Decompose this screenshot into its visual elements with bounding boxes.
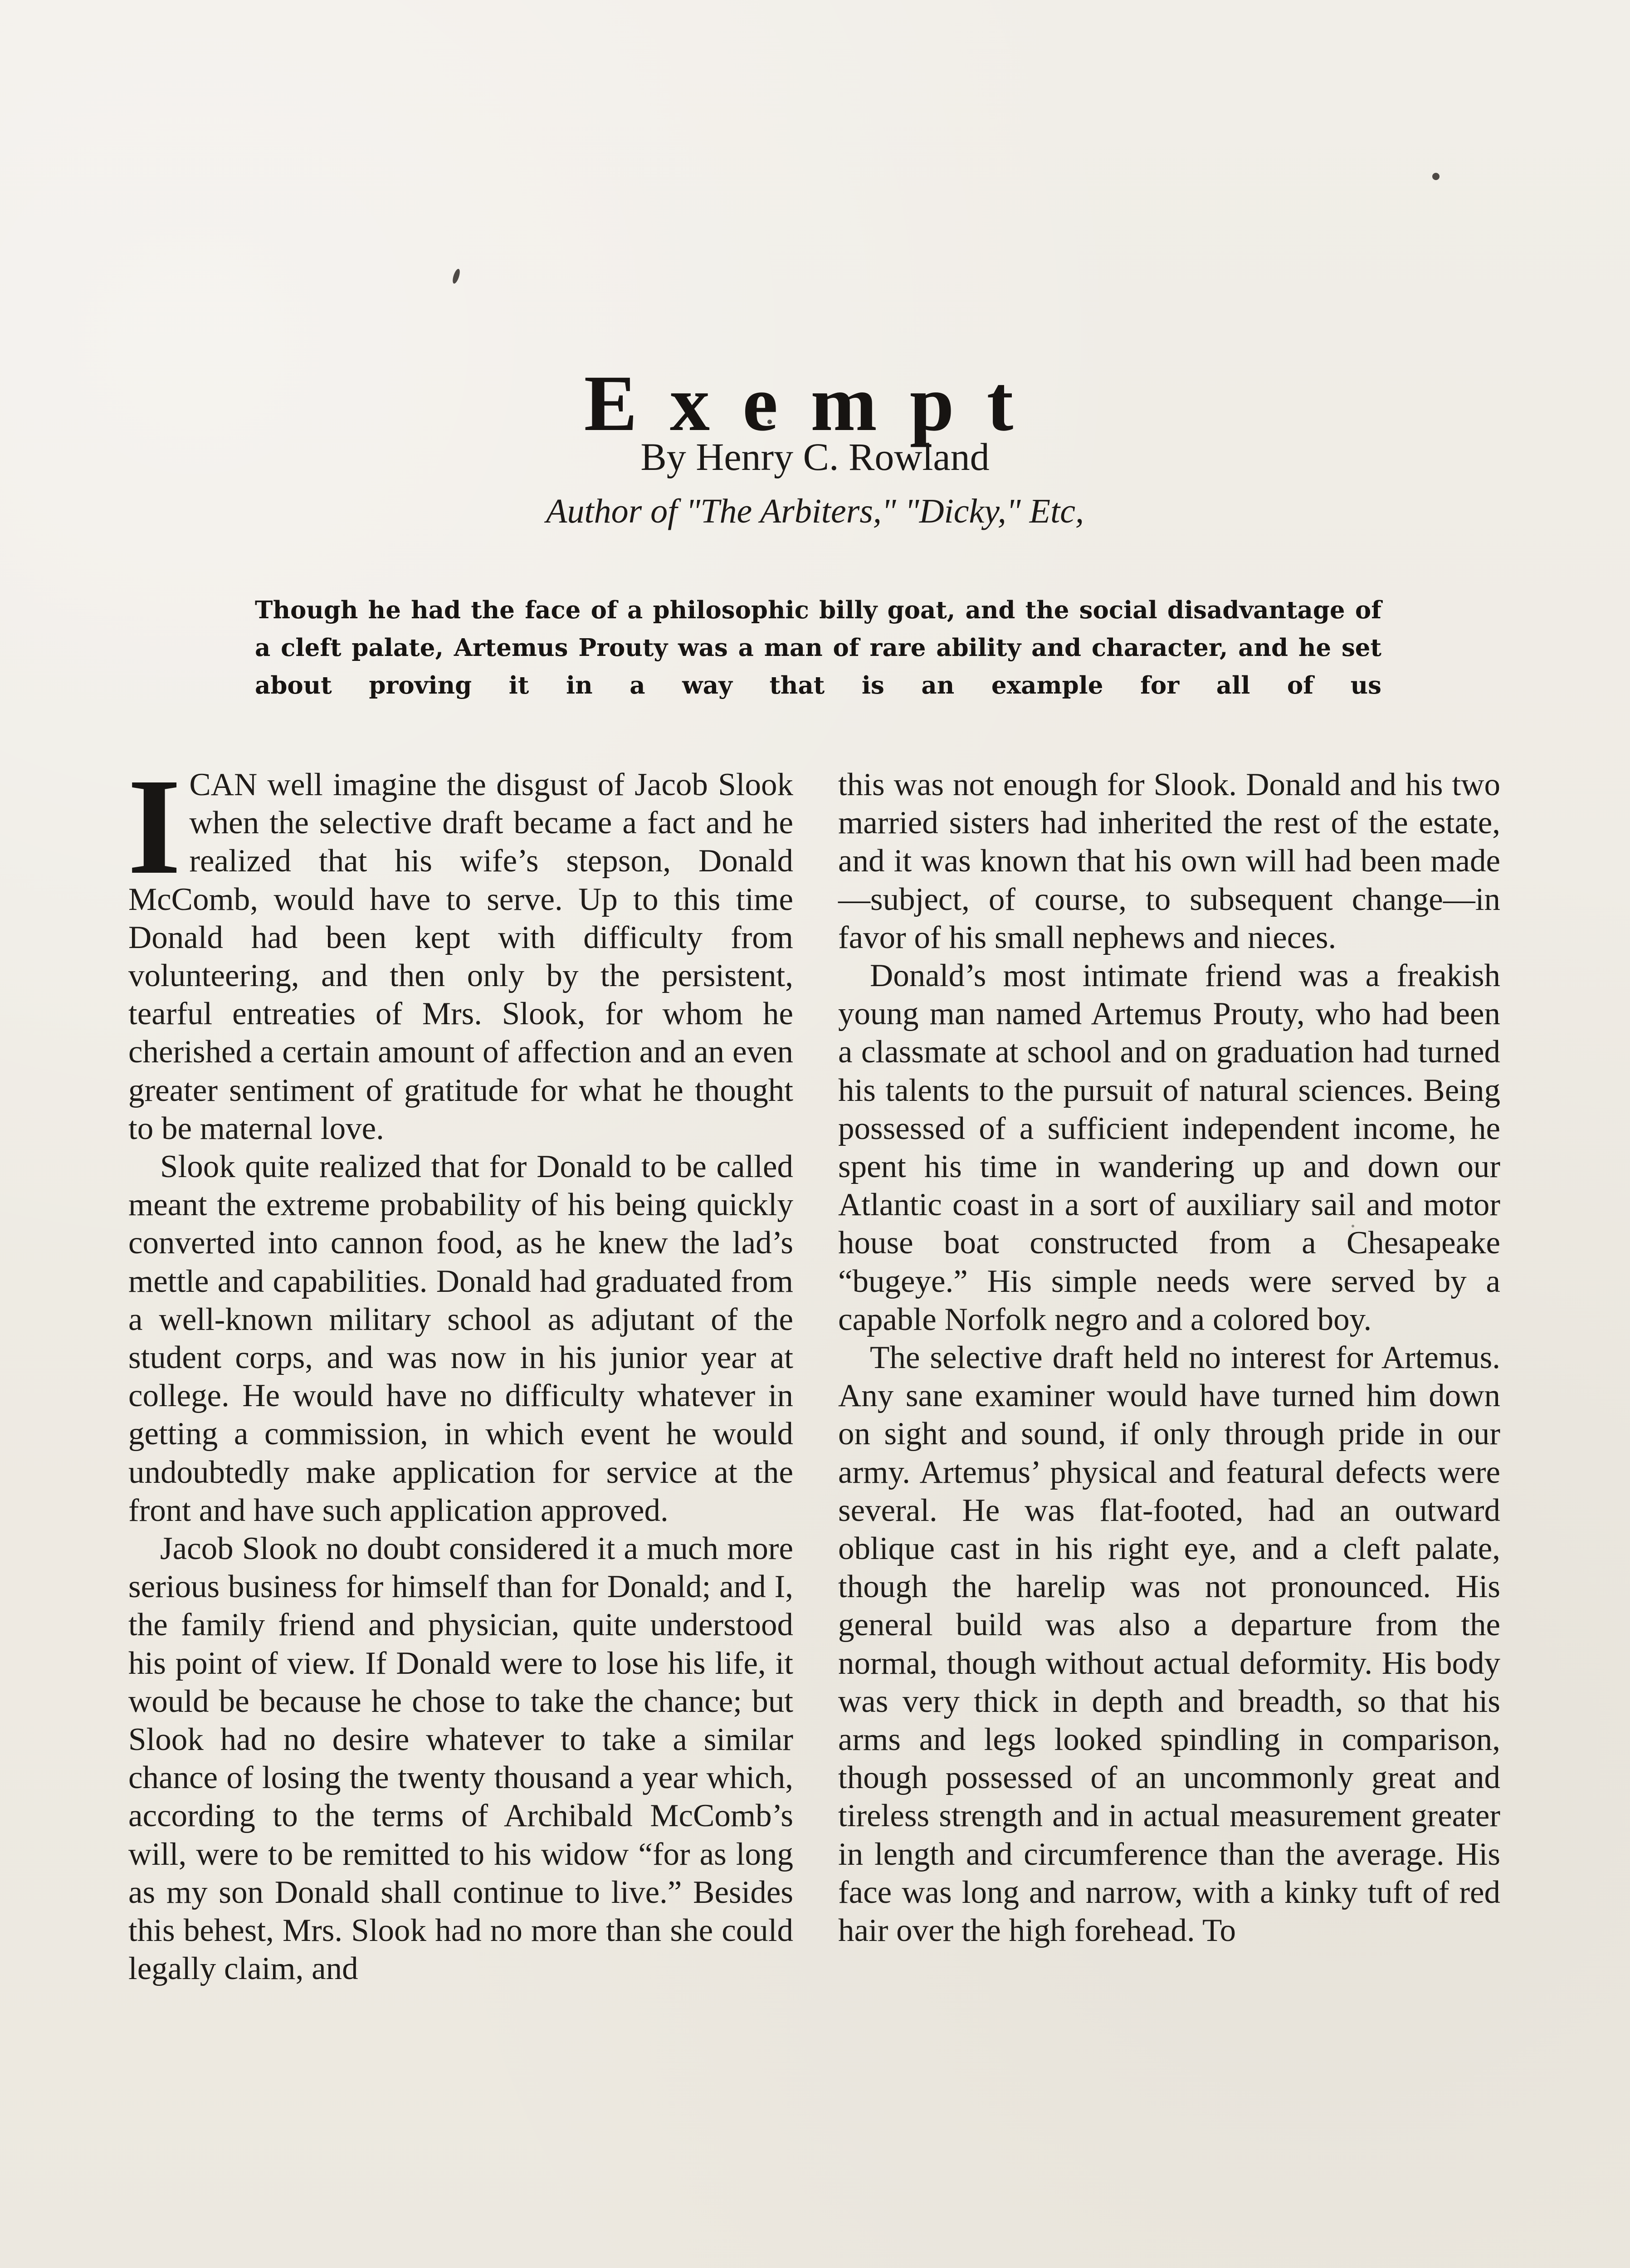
author-credit: Author of "The Arbiters," "Dicky," Etc,	[546, 492, 1084, 530]
right-paragraph-1: this was not enough for Slook. Donald and his two married sisters had inherited the rest of the estate, and it was known that his own will had been made —subject, of course, to subsequent change—in favor of his small nephews and nieces.	[838, 767, 1500, 955]
article-summary: Though he had the face of a philosophic billy goat, and the social disadvantage of a cleft palate, Artemus Prouty was a man of rare ability and character, and he set about proving it in a way that is an example for all of us	[255, 596, 1381, 699]
right-paragraph-3: The selective draft held no interest for Artemus. Any sane examiner would have turned him down on sight and sound, if only through pride in our army. Artemus’ physical and featural defects were several. He was flat-footed, had an outward oblique cast in his right eye, and a cleft palate, though the harelip was not pronounced. His general build was also a departure from the normal, though without actual deformity. His body was very thick in depth and breadth, so that his arms and legs looked spindling in comparison, though possessed of an uncommonly great and tireless strength and in actual measurement greater in length and circumference than the average. His face was long and narrow, with a kinky tuft of red hair over the high forehead. To	[838, 1340, 1500, 1949]
ink-speck	[1432, 173, 1440, 180]
left-paragraph-3: Jacob Slook no doubt considered it a much more serious business for himself than for Donald; and I, the family friend and physician, quite understood his point of view. If Donald were to lose his life, it would be because he chose to take the chance; but Slook had no desire whatever to take a similar chance of losing the twenty thousand a year which, according to the terms of Archibald McComb’s will, were to be remitted to his widow “for as long as my son Donald shall continue to live.” Besides this behest, Mrs. Slook had no more than she could legally claim, and	[128, 1531, 793, 1987]
article-byline: By Henry C. Rowland	[640, 435, 990, 479]
ink-speck	[451, 268, 461, 284]
article-title: Exempt	[584, 359, 1046, 448]
left-paragraph-1	[127, 750, 793, 1148]
left-paragraph-1-text: CAN well imagine the disgust of Jacob Slook when the selective draft became a fact and he realized that his wife’s stepson, Donald McComb, would have to serve. Up to this time Donald had been kept with difficulty from volunteering, and then only by the persistent, tearful entreaties of Mrs. Slook, for whom he cherished a certain amount of affection and an even greater sentiment of gratitude for what he thought to be maternal love.	[128, 767, 793, 1146]
drop-cap: I	[127, 750, 181, 903]
right-paragraph-2: Donald’s most intimate friend was a freakish young man named Artemus Prouty, who had been a classmate at school and on graduation had turned his talents to the pursuit of natural sciences. Being possessed of a sufficient independent income, he spent his time in wandering up and down our Atlantic coast in a sort of auxiliary sail and motor house boat constructed from a Chesapeake “bugeye.” His simple needs were served by a capable Norfolk negro and a colored boy.	[838, 958, 1500, 1337]
left-paragraph-2: Slook quite realized that for Donald to be called meant the extreme probability of his being quickly converted into cannon food, as he knew the lad’s mettle and capabilities. Donald had graduated from a well-known military school as adjutant of the student corps, and was now in his junior year at college. He would have no difficulty whatever in getting a commission, in which event he would undoubtedly make application for service at the front and have such application approved.	[128, 1149, 793, 1528]
right-column	[838, 766, 1500, 1950]
left-column	[127, 750, 793, 1988]
